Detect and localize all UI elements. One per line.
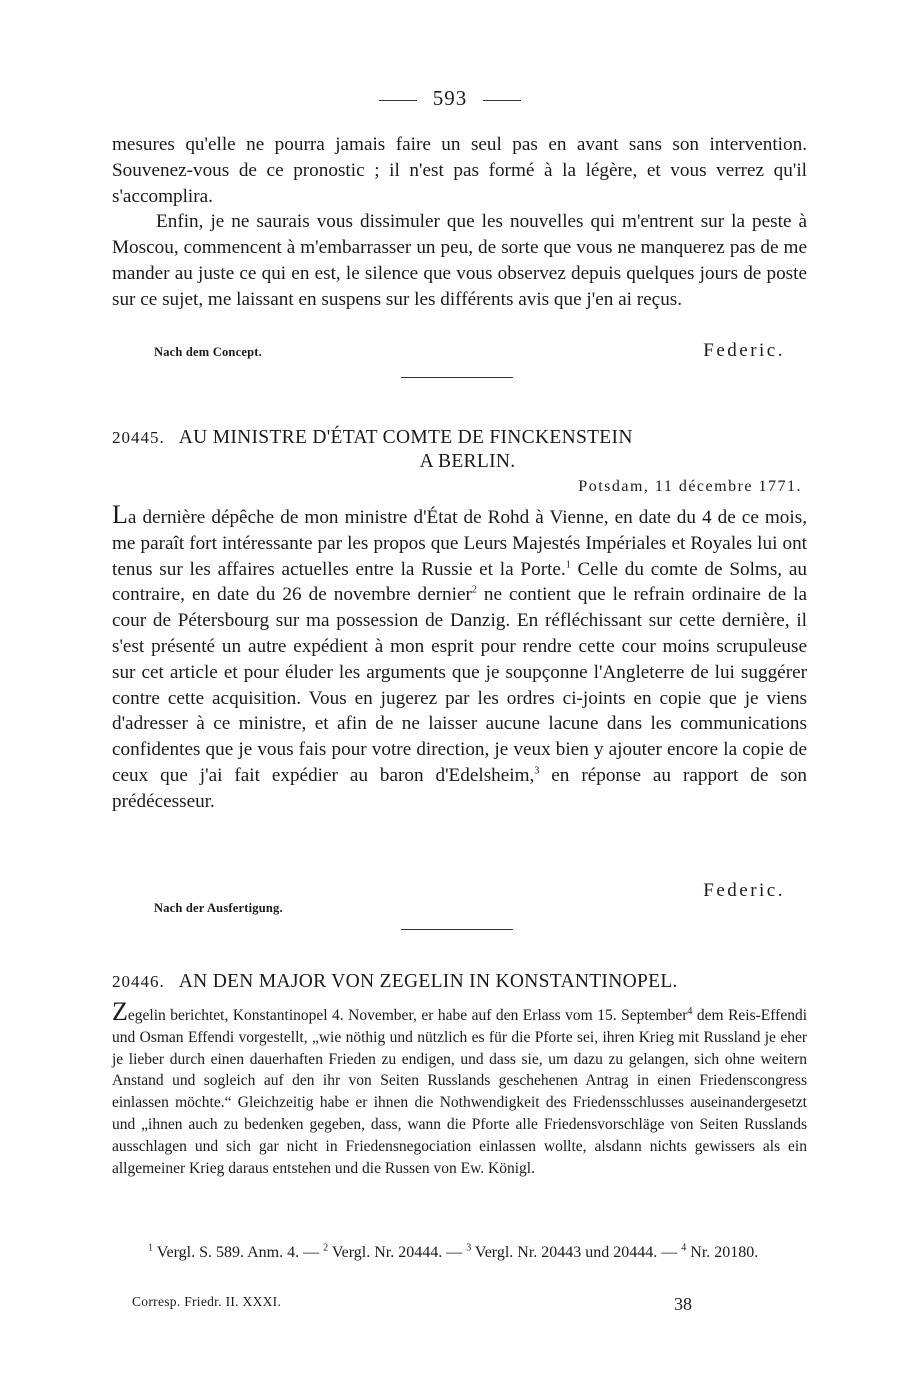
letter-title: AN DEN MAJOR VON ZEGELIN IN KONSTANTINOPEL. (178, 971, 678, 992)
summary-body (112, 997, 808, 1179)
letter-heading (112, 427, 807, 473)
footnote-text: Vergl. Nr. 20444. — (331, 1244, 467, 1261)
body-text: Celle du comte de Solms, au contraire, en date du 26 de novembre dernier (112, 558, 807, 606)
letter-body (112, 500, 807, 815)
body-text: a dernière dépêche de mon ministre d'État de Rohd à Vienne, en date du 4 de ce mois, me paraît fort intéressante par les propos que Leurs Majestés Impériales et Royales lui ont tenus sur les affaires actuelles entre la Russie et la Porte. (112, 507, 807, 580)
footnote-ref: 4 (687, 1005, 693, 1017)
footnote-marker: 1 (148, 1242, 153, 1254)
signature: Federic. (703, 340, 785, 361)
section-divider (401, 377, 513, 378)
page-footer (132, 1294, 692, 1314)
body-text: egelin berichtet, Konstantinopel 4. November, er habe auf den Erlass vom 15. September (127, 1007, 688, 1024)
signature: Federic. (703, 880, 785, 901)
source-note: Nach der Ausfertigung. (154, 901, 283, 915)
footnote-text: Nr. 20180. (690, 1244, 759, 1261)
paragraph: mesures qu'elle ne pourra jamais faire un seul pas en avant sans son intervention. Souvenez-vous de ce pronostic ; il n'est pas formé à la légère, et vous verrez qu'il s'accomplira. (112, 134, 807, 207)
footnote-marker: 3 (466, 1242, 472, 1254)
footnote-ref: 1 (565, 559, 571, 571)
letter-number: 20446. (112, 972, 165, 991)
body-text: en réponse au rapport de son prédécesseur. (112, 764, 807, 812)
continued-letter-body (112, 132, 807, 313)
letter-number: 20445. (112, 428, 165, 447)
letter-date: Potsdam, 11 décembre 1771. (578, 478, 802, 495)
page-number: 593 (432, 86, 468, 110)
page-header (0, 86, 900, 111)
letter-title: AU MINISTRE D'ÉTAT COMTE DE FINCKENSTEIN (178, 427, 633, 448)
signature-mark: Corresp. Friedr. II. XXXI. (132, 1294, 282, 1309)
footnote-ref: 3 (534, 765, 540, 777)
body-text: ne contient que le refrain ordinaire de la cour de Pétersbourg sur ma possession de Danzig. En réfléchissant sur cette dernière, il s'est présenté un autre expédient à mon esprit pour rendre cette cour moins scrupuleuse sur cet article et pour éluder les arguments que je soupçonne l'Angleterre de lui suggérer contre cette acquisition. Vous en jugerez par les ordres ci-joints en copie que je viens d'adresser à ce ministre, et afin de ne laisser aucune lacune dans les communications confidentes que je vous fais pour votre direction, je veux bien y ajouter encore la copie de ceux que j'ai fait expédier au baron d'Edelsheim, (112, 584, 807, 786)
footnote-text: Vergl. Nr. 20443 und 20444. — (474, 1244, 682, 1261)
footnotes (108, 1242, 808, 1264)
initial-letter: L (112, 500, 128, 529)
initial-letter: Z (112, 997, 128, 1026)
footnote-ref: 2 (471, 585, 477, 596)
body-text: dem Reis-Effendi und Osman Effendi vorgestellt, „wie nöthig und nützlich es für die Pforte sei, ihren Krieg mit Russland je eher je lieber durch einen dauerhaften Frieden zu endigen, und dass sie, um dazu zu gelangen, sich ohne weitern Anstand und sogleich auf den ihr von Seiten Russlands geschehenen Antrag in einen Friedenscongress einlassen möchte.“ Gleichzeitig habe er ihnen die Nothwendigkeit des Friedensschlusses auseinandergesetzt und „ihnen auch zu bedenken gegeben, dass, wann die Pforte alle Friedensvorschläge von Seiten Russlands ausschlagen und sich gar nicht in Friedensnegociation einlassen wollte, alsdann nichts gewissers als ein allgemeiner Krieg daraus entstehen und die Russen von Ew. Königl. (112, 1007, 808, 1177)
footnote-marker: 4 (681, 1242, 687, 1254)
footnote-text: Vergl. S. 589. Anm. 4. — (156, 1244, 324, 1261)
letter-heading (112, 971, 807, 993)
footnote-marker: 2 (323, 1242, 329, 1254)
header-rule-right (483, 100, 521, 101)
header-rule-left (379, 100, 417, 101)
sheet-number: 38 (674, 1294, 692, 1314)
paragraph: Enfin, je ne saurais vous dissimuler que les nouvelles qui m'entrent sur la peste à Moscou, commencent à m'embarrasser un peu, de sorte que vous ne manquerez pas de me mander au juste ce qui en est, le silence que vous observez depuis quelques jours de poste sur ce sujet, me laissant en suspens sur les différents avis que j'en ai reçus. (112, 211, 807, 310)
letter-title-line2: A BERLIN. (419, 451, 516, 472)
source-note: Nach dem Concept. (154, 345, 262, 359)
section-divider (401, 929, 513, 930)
